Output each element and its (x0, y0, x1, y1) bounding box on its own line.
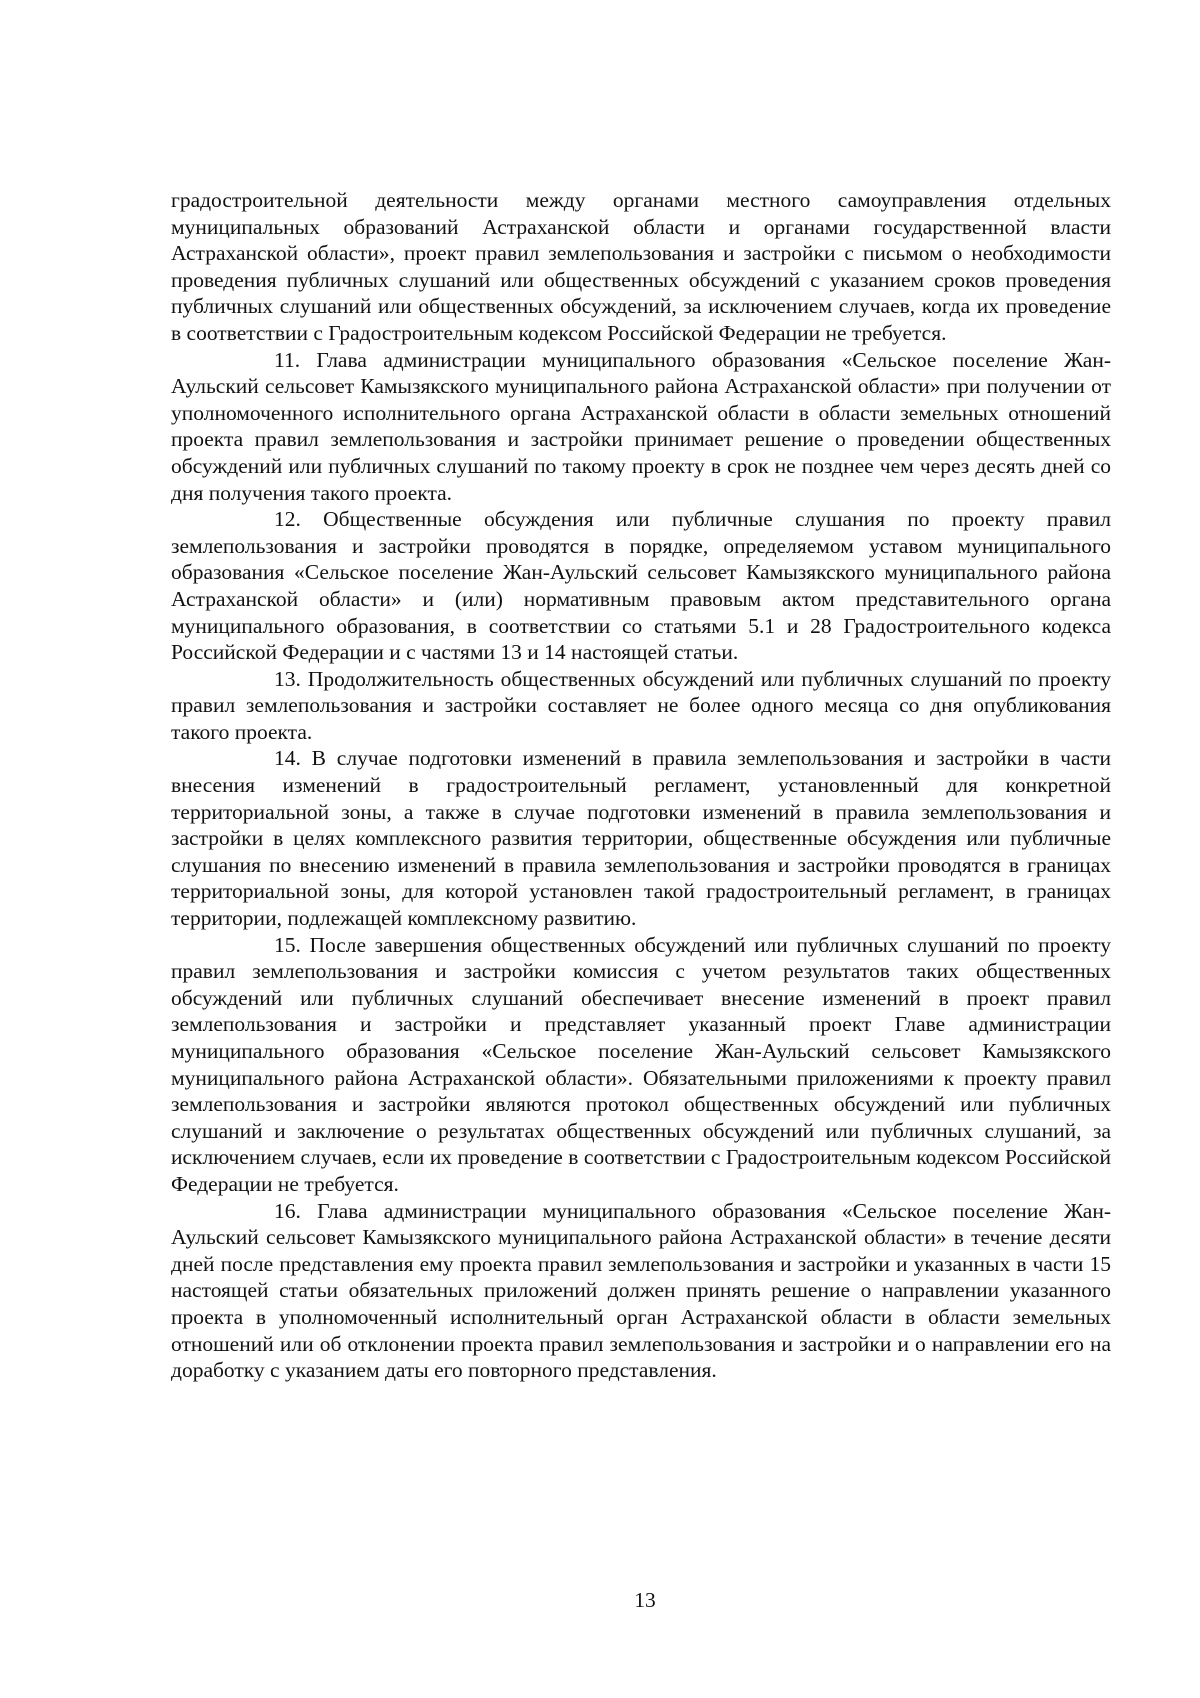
paragraph-12: 12. Общественные обсуждения или публичные слушания по проекту правил землепользования и застройки проводятся в порядке, определяемом уставом муниципального образования «Сельское поселение Жан-Аульский сельсовет Камызякского муниципального района Астраханской области» и (или) нормативным правовым актом представительного органа муниципального образования, в соответствии со статьями 5.1 и 28 Градостроительного кодекса Российской Федерации и с частями 13 и 14 настоящей статьи. (171, 507, 1111, 665)
paragraph-11: 11. Глава администрации муниципального образования «Сельское поселение Жан-Аульский сельсовет Камызякского муниципального района Астраханской области» при получении от уполномоченного исполнительного органа Астраханской области в области земельных отношений проекта правил землепользования и застройки принимает решение о проведении общественных обсуждений или публичных слушаний по такому проекту в срок не позднее чем через десять дней со дня получения такого проекта. (171, 347, 1111, 505)
paragraph-14: 14. В случае подготовки изменений в правила землепользования и застройки в части внесения изменений в градостроительный регламент, установленный для конкретной территориальной зоны, а также в случае подготовки изменений в правила землепользования и застройки в целях комплексного развития территории, общественные обсуждения или публичные слушания по внесению изменений в правила землепользования и застройки проводятся в границах территориальной зоны, для которой установлен такой градостроительный регламент, в границах территории, подлежащей комплексному развитию. (171, 746, 1111, 931)
paragraph-16: 16. Глава администрации муниципального образования «Сельское поселение Жан-Аульский сельсовет Камызякского муниципального района Астраханской области» в течение десяти дней после представления ему проекта правил землепользования и застройки и указанных в части 15 настоящей статьи обязательных приложений должен принять решение о направлении указанного проекта в уполномоченный исполнительный орган Астраханской области в области земельных отношений или об отклонении проекта правил землепользования и застройки и о направлении его на доработку с указанием даты его повторного представления. (171, 1198, 1111, 1383)
paragraph-continuation: градостроительной деятельности между органами местного самоуправления отдельных муниципальных образований Астраханской области и органами государственной власти Астраханской области», проект правил землепользования и застройки с письмом о необходимости проведения публичных слушаний или общественных обсуждений с указанием сроков проведения публичных слушаний или общественных обсуждений, за исключением случаев, когда их проведение в соответствии с Градостроительным кодексом Российской Федерации не требуется. (171, 188, 1111, 345)
document-body (171, 187, 1111, 1384)
paragraph-15: 15. После завершения общественных обсуждений или публичных слушаний по проекту правил землепользования и застройки комиссия с учетом результатов таких общественных обсуждений или публичных слушаний обеспечивает внесение изменений в проект правил землепользования и застройки и представляет указанный проект Главе администрации муниципального образования «Сельское поселение Жан-Аульский сельсовет Камызякского муниципального района Астраханской области». Обязательными приложениями к проекту правил землепользования и застройки являются протокол общественных обсуждений или публичных слушаний и заключение о результатах общественных обсуждений или публичных слушаний, за исключением случаев, если их проведение в соответствии с Градостроительным кодексом Российской Федерации не требуется. (171, 932, 1111, 1196)
page-number: 13 (634, 1588, 656, 1612)
paragraph-13: 13. Продолжительность общественных обсуждений или публичных слушаний по проекту правил землепользования и застройки составляет не более одного месяца со дня опубликования такого проекта. (171, 666, 1111, 744)
